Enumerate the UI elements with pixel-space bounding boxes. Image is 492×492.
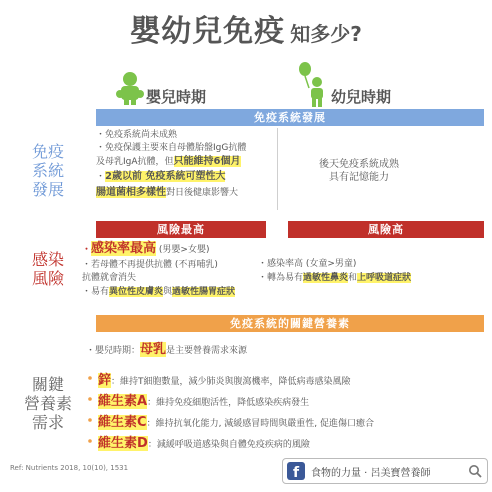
nutrient-list bbox=[82, 366, 374, 450]
brand-badge bbox=[282, 458, 488, 484]
bar-key-nutrients: 免疫系統的關鍵營養素 bbox=[96, 315, 484, 332]
title-sub: 知多少? bbox=[290, 22, 362, 46]
immune-toddler-text: 後天免疫系統成熟 具有記憶能力 bbox=[319, 159, 399, 183]
page-title bbox=[0, 6, 492, 50]
side-label-nutrients: 關鍵 營養素 需求 bbox=[23, 375, 72, 432]
side-label-immune: 免疫 系統 發展 bbox=[31, 142, 64, 199]
bar-risk-high: 風險高 bbox=[288, 221, 484, 238]
period-toddler: 幼兒時期 bbox=[331, 88, 392, 106]
reference-text: Ref: Nutrients 2018, 10(10), 1531 bbox=[10, 464, 129, 472]
baby-icon bbox=[115, 70, 145, 106]
nutrient-zinc: ・鋅：維持T細胞數量，減少肺炎與腹瀉機率，降低病毒感染風險 bbox=[82, 369, 351, 388]
nutrient-vitamin-c: ・維生素C：維持抗氧化能力, 減緩感冒時間與嚴重性, 促進傷口癒合 bbox=[82, 411, 375, 430]
immune-infant-text: ・免疫系統尚未成熟 ・免疫保護主要來自母體胎盤IgG抗體 及母乳IgA抗體，但只能維持6個月 ・2歲以前 免疫系統可塑性大 腸道菌相多樣性對日後健康影響大 bbox=[96, 130, 247, 198]
brand-name: 食物的力量 · 呂美寶營養師 bbox=[311, 468, 431, 479]
column-divider bbox=[277, 128, 278, 210]
facebook-icon bbox=[287, 462, 305, 480]
nutrient-vitamin-a: ・維生素A：維持免疫細胞活性，降低感染疾病發生 bbox=[82, 390, 310, 409]
infection-toddler-text: ・感染率高 (女童>男童) ・轉為易有過敏性鼻炎和上呼吸道症狀 bbox=[258, 259, 412, 283]
bar-immune-development: 免疫系統發展 bbox=[96, 109, 484, 126]
infection-infant-text: ・感染率最高 (男嬰>女嬰) ・若母體不再提供抗體 (不再哺乳) 抗體就會消失 ・易有異位性皮膚炎與過敏性腸胃症狀 bbox=[82, 241, 236, 297]
side-label-infection: 感染 風險 bbox=[31, 250, 64, 288]
svg-text:f: f bbox=[293, 465, 300, 480]
bar-risk-highest: 風險最高 bbox=[96, 221, 266, 238]
search-icon bbox=[468, 464, 482, 478]
child-balloon-icon bbox=[297, 62, 329, 108]
infant-nutrition-line: ・嬰兒時期：母乳是主要營養需求來源 bbox=[86, 342, 248, 357]
title-main: 嬰幼兒免疫 bbox=[130, 14, 286, 49]
nutrient-vitamin-d: ・維生素D：減緩呼吸道感染與自體免疫疾病的風險 bbox=[82, 432, 310, 451]
period-infant: 嬰兒時期 bbox=[146, 88, 207, 106]
